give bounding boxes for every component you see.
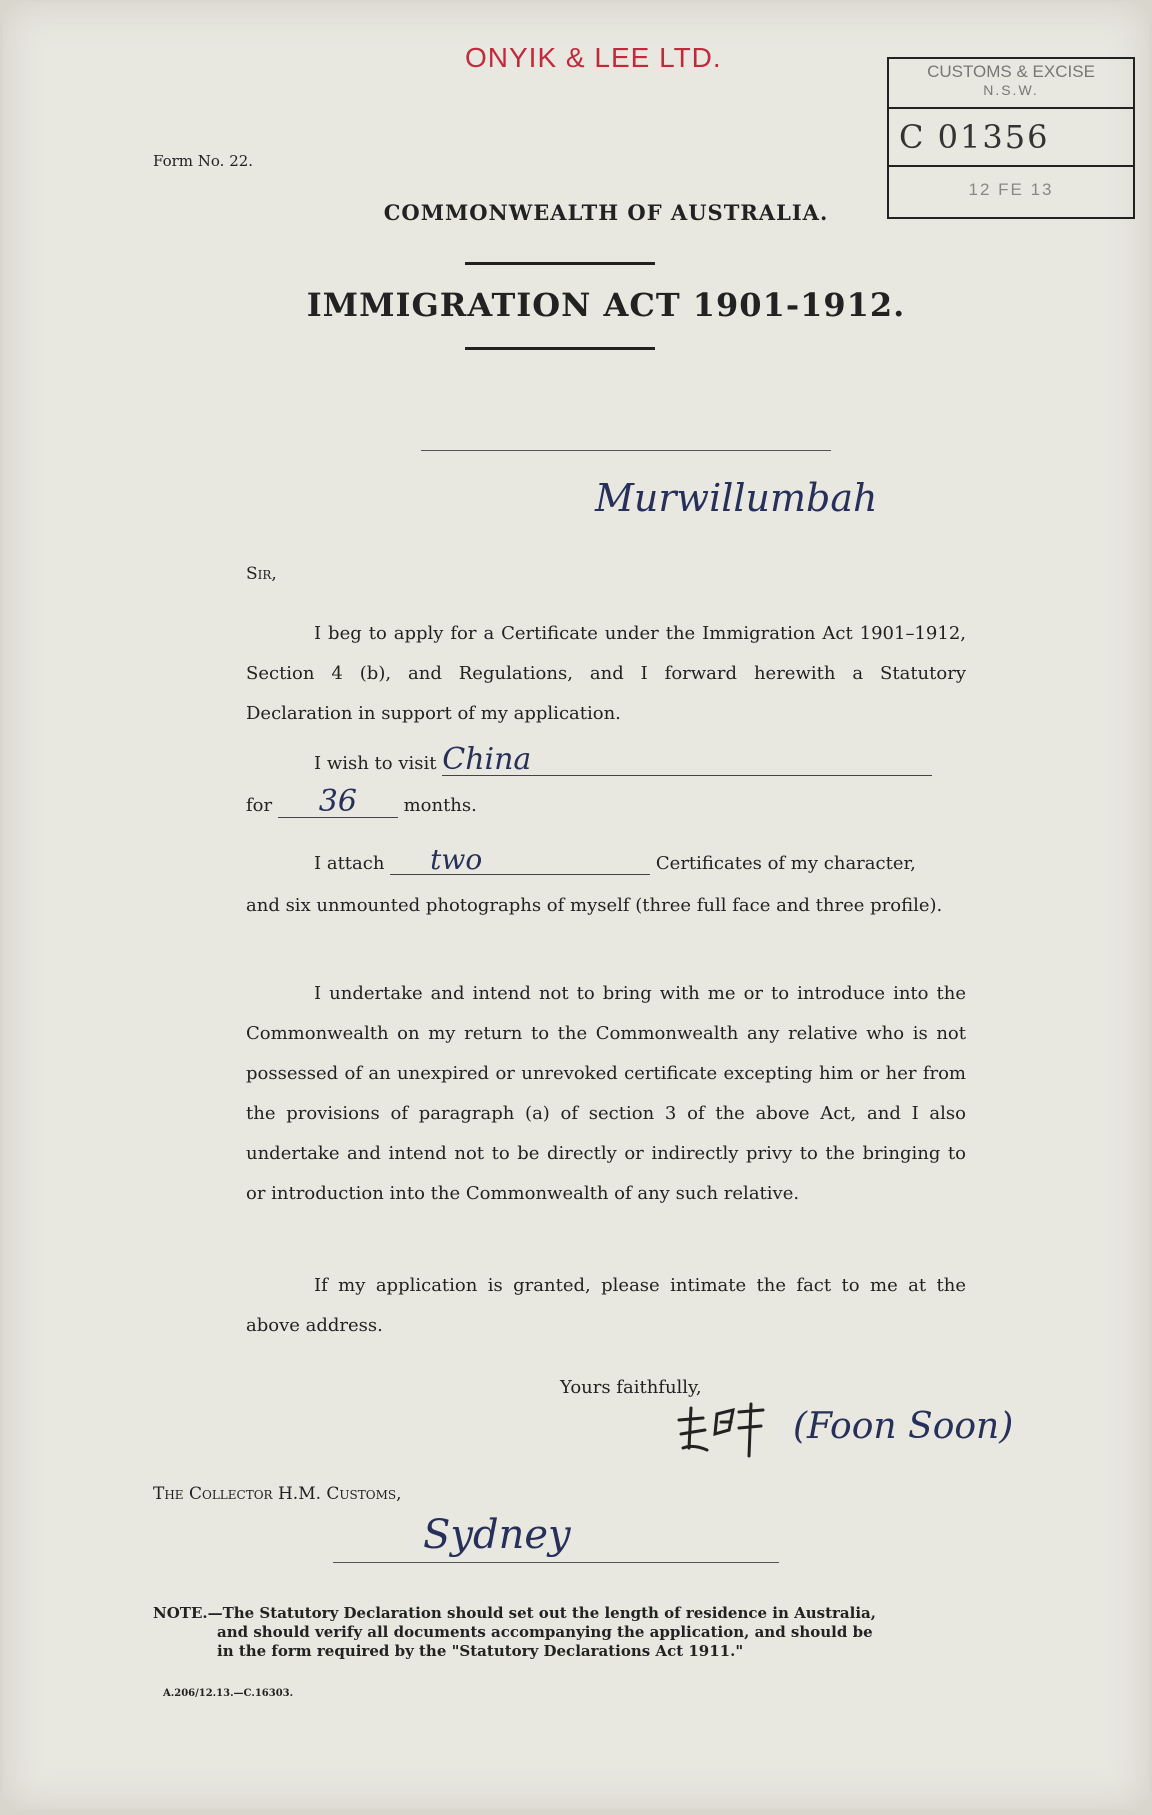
visit-line	[314, 744, 932, 784]
addressee-city: Sydney	[423, 1512, 571, 1558]
duration-for-label: for	[246, 795, 273, 816]
duration-months-field: 36	[278, 787, 398, 818]
chinese-signature-icon	[673, 1400, 769, 1460]
signature: (Foon Soon)	[793, 1406, 1014, 1447]
heading-act: IMMIGRATION ACT 1901-1912.	[306, 286, 906, 324]
visit-country-field: China	[442, 745, 932, 776]
attach-continuation: and six unmounted photographs of myself (three full face and three profile).	[246, 895, 943, 916]
paragraph-undertaking: I undertake and intend not to bring with me or to introduce into the Commonwealth on my return to the Commonwealth any relative who is not possessed of an unexpired or unrevoked certificate excepting him or her from the provisions of paragraph (a) of section 3 of the above Act, and I also undertake and intend not to be directly or indirectly privy to the bringing to or introduction into the Commonwealth of any such relative.	[246, 983, 966, 1204]
customs-stamp	[887, 57, 1135, 219]
paragraph-application: I beg to apply for a Certificate under the Immigration Act 1901–1912, Section 4 (b), and Regulations, and I forward herewith a Statutory Declaration in support of my application.	[246, 623, 966, 724]
attach-count-field: two	[390, 846, 650, 875]
customs-stamp-header	[889, 59, 1133, 109]
address-handwritten: Murwillumbah	[595, 476, 878, 520]
print-code: A.206/12.13.—C.16303.	[163, 1688, 294, 1699]
company-stamp: ONYIK & LEE LTD.	[465, 42, 722, 73]
attach-prefix: I attach	[314, 853, 385, 874]
attach-suffix: Certificates of my character,	[655, 853, 916, 874]
heading-commonwealth: COMMONWEALTH OF AUSTRALIA.	[383, 200, 829, 225]
address-rule	[421, 450, 831, 451]
customs-stamp-title: CUSTOMS & EXCISE	[927, 62, 1095, 81]
note-line-2: and should verify all documents accompanying the application, and should be	[217, 1623, 873, 1641]
addressee-city-rule	[333, 1562, 779, 1563]
paragraph-granted: If my application is granted, please intimate the fact to me at the above address.	[246, 1275, 966, 1336]
form-number: Form No. 22.	[153, 152, 254, 170]
note-line-1: NOTE.—The Statutory Declaration should set out the length of residence in Australia,	[153, 1604, 876, 1622]
customs-stamp-date: 12 FE 13	[968, 180, 1054, 199]
heading-divider-top	[465, 262, 655, 265]
signature-chinese-glyphs	[673, 1400, 769, 1469]
note-line-3: in the form required by the "Statutory Declarations Act 1911."	[217, 1642, 744, 1660]
duration-months-label: months.	[403, 795, 477, 816]
note	[153, 1604, 993, 1661]
visit-prefix: I wish to visit	[314, 753, 437, 774]
form-page	[3, 2, 1149, 1810]
customs-stamp-state: N.S.W.	[983, 82, 1039, 98]
attach-line	[314, 844, 916, 884]
duration-line	[246, 786, 477, 826]
closing: Yours faithfully,	[560, 1377, 702, 1398]
heading-divider-bottom	[465, 347, 655, 350]
salutation: Sir,	[246, 564, 277, 584]
customs-stamp-number: C 01356	[889, 109, 1133, 167]
addressee: The Collector H.M. Customs,	[153, 1484, 402, 1504]
